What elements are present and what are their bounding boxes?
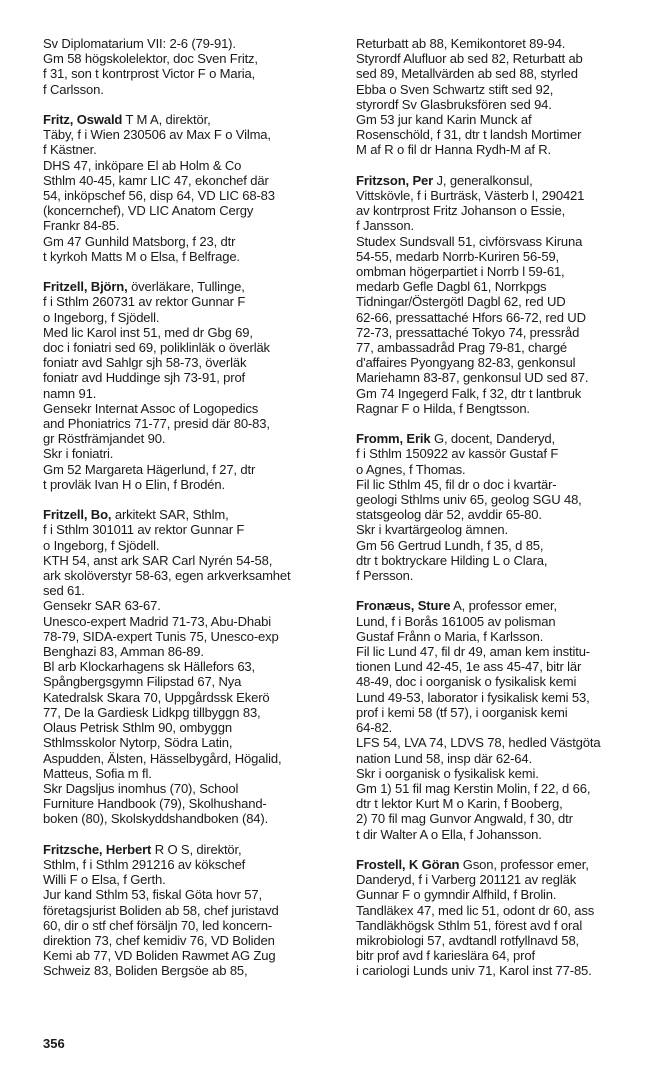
biography-entry <box>356 857 656 979</box>
entry-line: i cariologi Lunds univ 71, Karol inst 77-85. <box>356 963 592 979</box>
entry-line: Gensekr Internat Assoc of Logopedics <box>43 400 259 416</box>
entry-line: boken (80), Skolskyddshandboken (84). <box>43 811 269 827</box>
entry-line: Tandläkhögsk Sthlm 51, förest avd f oral <box>356 917 583 933</box>
entry-first-line <box>43 112 343 127</box>
entry-first-line <box>43 36 343 51</box>
entry-headword: Fritzsche, Herbert <box>43 841 152 857</box>
biography-entry <box>43 507 343 826</box>
entry-first-line <box>43 279 343 294</box>
entry-line: f Carlsson. <box>43 81 104 97</box>
entry-line: Benghazi 83, Amman 86-89. <box>43 644 204 660</box>
entry-line: o Agnes, f Thomas. <box>356 461 466 477</box>
entry-line: 60, dir o stf chef försäljn 70, led koncern- <box>43 917 273 933</box>
entry-first-line-text: Gson, professor emer, <box>459 856 589 872</box>
entry-line: Danderyd, f i Varberg 201121 av regläk <box>356 872 577 888</box>
entry-line: Styrordf Alufluor ab sed 82, Returbatt ab <box>356 51 583 67</box>
entry-line: f 31, son t kontrprost Victor F o Maria, <box>43 66 256 82</box>
entry-line: Med lic Karol inst 51, med dr Gbg 69, <box>43 324 253 340</box>
entry-line: tionen Lund 42-45, 1e ass 45-47, bitr lär <box>356 659 582 675</box>
entry-first-line <box>43 507 343 522</box>
entry-line: Spångbergsgymn Filipstad 67, Nya <box>43 674 242 690</box>
entry-line: Tandläkex 47, med lic 51, odont dr 60, ass <box>356 902 595 918</box>
entry-first-line-text: G, docent, Danderyd, <box>430 431 555 447</box>
entry-line: Matteus, Sofia m fl. <box>43 765 152 781</box>
entry-line: Sthlmsskolor Nytorp, Södra Latin, <box>43 735 233 751</box>
entry-line: Vittskövle, f i Burträsk, Västerb l, 290421 <box>356 188 585 204</box>
entry-line: Katedralsk Skara 70, Uppgårdssk Ekerö <box>43 689 270 705</box>
entry-line: Rosenschöld, f 31, dtr t landsh Mortimer <box>356 127 582 143</box>
entry-line: Aspudden, Älsten, Hässelbygård, Högalid, <box>43 750 282 766</box>
entry-line: t dir Walter A o Ella, f Johansson. <box>356 826 542 842</box>
entry-line: 77, ambassadråd Prag 79-81, chargé <box>356 340 568 356</box>
biography-entry <box>356 173 656 416</box>
entry-first-line-text: R O S, direktör, <box>151 841 242 857</box>
entry-line: statsgeolog där 52, avddir 65-80. <box>356 507 542 523</box>
entry-line: LFS 54, LVA 74, LDVS 78, hedled Västgöta <box>356 735 601 751</box>
entry-line: Gm 53 jur kand Karin Munck af <box>356 112 532 128</box>
entry-line: dtr t lektor Kurt M o Karin, f Booberg, <box>356 796 563 812</box>
entry-line: ombman högerpartiet i Norrb l 59-61, <box>356 264 565 280</box>
entry-headword: Fronæus, Sture <box>356 598 451 614</box>
entry-line: KTH 54, anst ark SAR Carl Nyrén 54-58, <box>43 552 273 568</box>
biography-entry <box>43 842 343 979</box>
entry-line: 72-73, pressattaché Tokyo 74, pressråd <box>356 324 580 340</box>
entry-first-line <box>356 598 656 613</box>
entry-line: 54, inköpschef 56, disp 64, VD LIC 68-83 <box>43 188 275 204</box>
entry-line: Olaus Petrisk Sthlm 90, ombyggn <box>43 720 232 736</box>
entry-line: and Phoniatrics 71-77, presid där 80-83, <box>43 416 270 432</box>
entry-first-line <box>43 842 343 857</box>
biography-entry <box>43 36 343 97</box>
entry-headword: Fromm, Erik <box>356 431 431 447</box>
entry-line: Unesco-expert Madrid 71-73, Abu-Dhabi <box>43 613 271 629</box>
entry-line: Skr i foniatri. <box>43 446 114 462</box>
biography-entry <box>43 112 343 264</box>
entry-line: Studex Sundsvall 51, civförsvass Kiruna <box>356 233 583 249</box>
entry-line: 64-82. <box>356 720 393 736</box>
entry-line: (koncernchef), VD LIC Anatom Cergy <box>43 203 254 219</box>
entry-line: 78-79, SIDA-expert Tunis 75, Unesco-exp <box>43 628 279 644</box>
entry-line: Fil lic Sthlm 45, fil dr o doc i kvartär- <box>356 476 557 492</box>
entry-line: f i Sthlm 150922 av kassör Gustaf F <box>356 446 559 462</box>
entry-line: företagsjurist Boliden ab 58, chef juristavd <box>43 902 279 918</box>
entry-line: f Jansson. <box>356 218 414 234</box>
entry-line: Gm 58 högskolelektor, doc Sven Fritz, <box>43 51 258 67</box>
entry-line: dtr t boktryckare Hilding L o Clara, <box>356 552 548 568</box>
entry-line: mikrobiologi 57, avdtandl rotfyllnavd 58, <box>356 932 580 948</box>
page-number: 356 <box>43 1036 65 1051</box>
entry-line: Willi F o Elsa, f Gerth. <box>43 872 166 888</box>
entry-line: f i Sthlm 301011 av rektor Gunnar F <box>43 522 245 538</box>
entry-line: sed 61. <box>43 583 85 599</box>
entry-first-line <box>356 431 656 446</box>
entry-first-line-text: arkitekt SAR, Sthlm, <box>111 507 229 523</box>
entry-line: namn 91. <box>43 385 97 401</box>
entry-line: Skr i oorganisk o fysikalisk kemi. <box>356 765 539 781</box>
biography-entry <box>356 431 656 583</box>
entry-first-line <box>356 857 656 872</box>
entry-line: Kemi ab 77, VD Boliden Rawmet AG Zug <box>43 948 276 964</box>
entry-line: Tidningar/Östergötl Dagbl 62, red UD <box>356 294 566 310</box>
entry-line: 54-55, medarb Norrb-Kuriren 56-59, <box>356 248 560 264</box>
entry-line: direktion 73, chef kemidiv 76, VD Boliden <box>43 932 275 948</box>
entry-headword: Fritzell, Björn, <box>43 279 128 295</box>
entry-line: foniatr avd Huddinge sjh 73-91, prof <box>43 370 246 386</box>
entry-first-line <box>356 173 656 188</box>
entry-line: Gunnar F o gymndir Alfhild, f Brolin. <box>356 887 557 903</box>
entry-line: Gm 1) 51 fil mag Kerstin Molin, f 22, d 66, <box>356 780 591 796</box>
entry-line: Mariehamn 83-87, genkonsul UD sed 87. <box>356 370 589 386</box>
entry-line: Täby, f i Wien 230506 av Max F o Vilma, <box>43 127 271 143</box>
entry-line: Lund 49-53, laborator i fysikalisk kemi 53, <box>356 689 590 705</box>
entry-first-line-text: A, professor emer, <box>450 598 557 614</box>
biography-entry <box>43 279 343 492</box>
entry-line: Ragnar F o Hilda, f Bengtsson. <box>356 400 530 416</box>
entry-line: f Kästner. <box>43 142 97 158</box>
entry-line: Fil lic Lund 47, fil dr 49, aman kem institu- <box>356 644 590 660</box>
entry-first-line-text: J, generalkonsul, <box>433 172 533 188</box>
entry-line: Ebba o Sven Schwartz stift sed 92, <box>356 81 554 97</box>
entry-line: Furniture Handbook (79), Skolhushand- <box>43 796 267 812</box>
entry-headword: Fritzson, Per <box>356 172 434 188</box>
biography-entry <box>356 598 656 841</box>
entry-line: Sthlm, f i Sthlm 291216 av kökschef <box>43 856 246 872</box>
entry-line: o Ingeborg, f Sjödell. <box>43 537 160 553</box>
entry-line: gr Röstfrämjandet 90. <box>43 431 166 447</box>
entry-line: ark skolöverstyr 58-63, egen arkverksamhet <box>43 568 291 584</box>
entry-line: t kyrkoh Matts M o Elsa, f Belfrage. <box>43 248 240 264</box>
entry-line: 62-66, pressattaché Hfors 66-72, red UD <box>356 309 586 325</box>
entry-line: Jur kand Sthlm 53, fiskal Göta hovr 57, <box>43 887 262 903</box>
entry-line: Sthlm 40-45, kamr LIC 47, ekonchef där <box>43 172 269 188</box>
entry-line: t provläk Ivan H o Elin, f Brodén. <box>43 476 225 492</box>
entry-line: d'affaires Pyongyang 82-83, genkonsul <box>356 355 576 371</box>
entry-line: 2) 70 fil mag Gunvor Angwald, f 30, dtr <box>356 811 573 827</box>
entry-first-line-text: T M A, direktör, <box>122 112 211 127</box>
entry-line: doc i foniatri sed 69, poliklinläk o överläk <box>43 340 270 356</box>
entry-line: 48-49, doc i oorganisk o fysikalisk kemi <box>356 674 577 690</box>
entry-line: Gm 74 Ingegerd Falk, f 32, dtr t lantbruk <box>356 385 582 401</box>
biography-entry <box>356 36 656 158</box>
entry-line: Gm 56 Gertrud Lundh, f 35, d 85, <box>356 537 544 553</box>
entry-line: M af R o fil dr Hanna Rydh-M af R. <box>356 142 552 158</box>
entry-line: geologi Sthlms univ 65, geolog SGU 48, <box>356 492 582 508</box>
left-column <box>43 36 343 994</box>
entry-line: medarb Gefle Dagbl 61, Norrkpgs <box>356 279 547 295</box>
entry-line: Skr i kvartärgeolog ämnen. <box>356 522 509 538</box>
entry-line: sed 89, Metallvärden ab sed 88, styrled <box>356 66 578 82</box>
entry-first-line-text: överläkare, Tullinge, <box>127 279 245 295</box>
entry-line: bitr prof avd f karieslära 64, prof <box>356 948 535 964</box>
right-column <box>356 36 656 994</box>
entry-line: o Ingeborg, f Sjödell. <box>43 309 160 325</box>
entry-line: Schweiz 83, Boliden Bergsöe ab 85, <box>43 963 248 979</box>
entry-first-line-text: Returbatt ab 88, Kemikontoret 89-94. <box>356 36 566 51</box>
entry-line: f i Sthlm 260731 av rektor Gunnar F <box>43 294 246 310</box>
entry-line: foniatr avd Sahlgr sjh 58-73, överläk <box>43 355 247 371</box>
entry-line: Lund, f i Borås 161005 av polisman <box>356 613 556 629</box>
entry-headword: Frostell, K Göran <box>356 856 460 872</box>
entry-line: Bl arb Klockarhagens sk Hällefors 63, <box>43 659 256 675</box>
entry-line: styrordf Sv Glasbruksfören sed 94. <box>356 96 552 112</box>
entry-line: nation Lund 58, insp där 62-64. <box>356 750 532 766</box>
entry-line: Gensekr SAR 63-67. <box>43 598 161 614</box>
entry-line: DHS 47, inköpare El ab Holm & Co <box>43 157 242 173</box>
entry-line: f Persson. <box>356 568 414 584</box>
entry-headword: Fritzell, Bo, <box>43 507 112 523</box>
entry-line: Skr Dagsljus inomhus (70), School <box>43 780 239 796</box>
entry-line: av kontrprost Fritz Johanson o Essie, <box>356 203 566 219</box>
entry-first-line <box>356 36 656 51</box>
entry-line: Gustaf Frånn o Maria, f Karlsson. <box>356 628 544 644</box>
entry-headword: Fritz, Oswald <box>43 112 123 127</box>
entry-line: Gm 52 Margareta Hägerlund, f 27, dtr <box>43 461 256 477</box>
entry-line: Gm 47 Gunhild Matsborg, f 23, dtr <box>43 233 236 249</box>
entry-line: prof i kemi 58 (tf 57), i oorganisk kemi <box>356 704 568 720</box>
entry-line: Frankr 84-85. <box>43 218 120 234</box>
entry-line: 77, De la Gardiesk Lidkpg tillbyggn 83, <box>43 704 261 720</box>
entry-first-line-text: Sv Diplomatarium VII: 2-6 (79-91). <box>43 36 236 51</box>
